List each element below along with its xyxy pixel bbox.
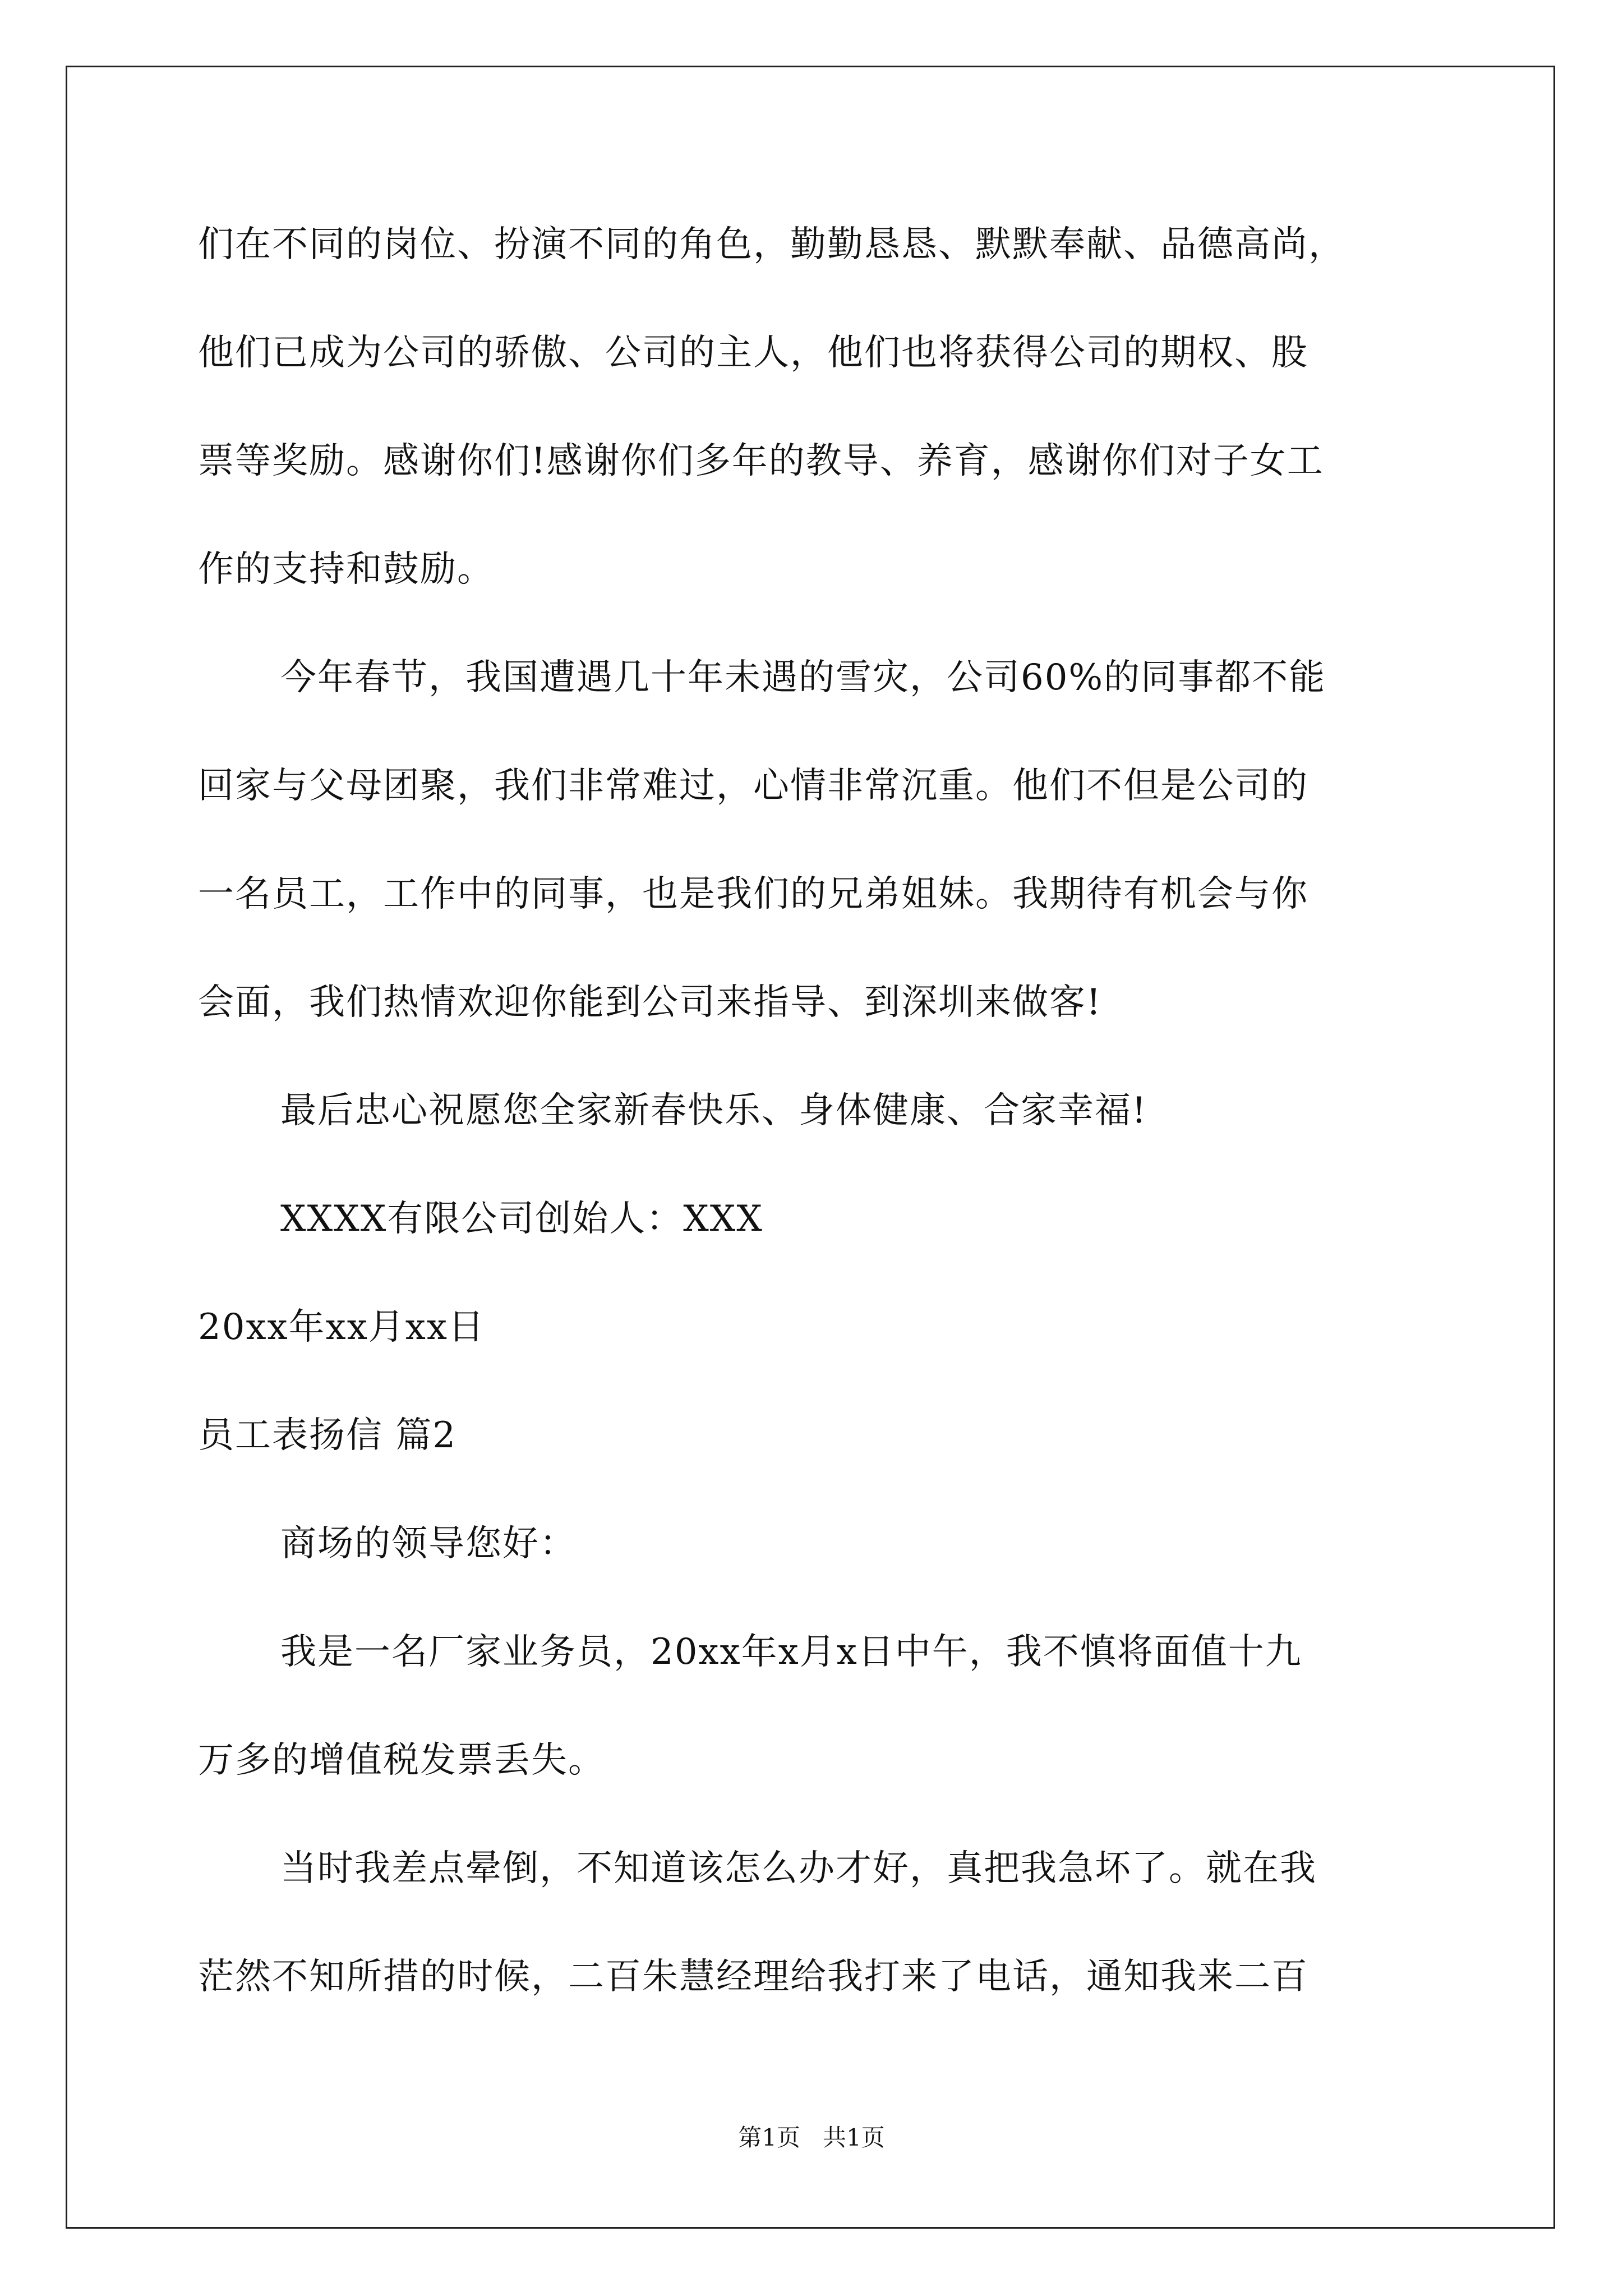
section-heading: 员工表扬信 篇2 bbox=[198, 1415, 457, 1456]
page-footer: 第1页 共1页 bbox=[738, 2124, 885, 2151]
body-line-1: 们在不同的岗位、扮演不同的角色，勤勤恳恳、默默奉献、品德高尚， bbox=[198, 224, 1345, 265]
body-line-16: 当时我差点晕倒，不知道该怎么办才好，真把我急坏了。就在我 bbox=[280, 1848, 1317, 1889]
body-line-14: 我是一名厂家业务员，20xx年x月x日中午，我不慎将面值十九 bbox=[280, 1631, 1302, 1673]
body-line-7: 一名员工，工作中的同事，也是我们的兄弟姐妹。我期待有机会与你 bbox=[198, 873, 1308, 915]
page-border bbox=[66, 66, 1555, 2229]
signature-line: XXXX有限公司创始人：XXX bbox=[280, 1198, 763, 1240]
body-line-5: 今年春节，我国遭遇几十年未遇的雪灾，公司60%的同事都不能 bbox=[280, 657, 1326, 698]
body-line-17: 茫然不知所措的时候，二百朱慧经理给我打来了电话，通知我来二百 bbox=[198, 1956, 1308, 1998]
body-line-6: 回家与父母团聚，我们非常难过，心情非常沉重。他们不但是公司的 bbox=[198, 765, 1308, 807]
body-line-8: 会面，我们热情欢迎你能到公司来指导、到深圳来做客! bbox=[198, 982, 1102, 1023]
date-line: 20xx年xx月xx日 bbox=[198, 1306, 485, 1348]
body-line-9: 最后忠心祝愿您全家新春快乐、身体健康、合家幸福! bbox=[280, 1090, 1147, 1131]
body-line-15: 万多的增值税发票丢失。 bbox=[198, 1740, 605, 1781]
body-line-2: 他们已成为公司的骄傲、公司的主人，他们也将获得公司的期权、股 bbox=[198, 332, 1308, 374]
body-line-3: 票等奖励。感谢你们!感谢你们多年的教导、养育，感谢你们对子女工 bbox=[198, 440, 1324, 482]
body-line-4: 作的支持和鼓励。 bbox=[198, 549, 494, 590]
salutation-line: 商场的领导您好： bbox=[280, 1523, 577, 1565]
